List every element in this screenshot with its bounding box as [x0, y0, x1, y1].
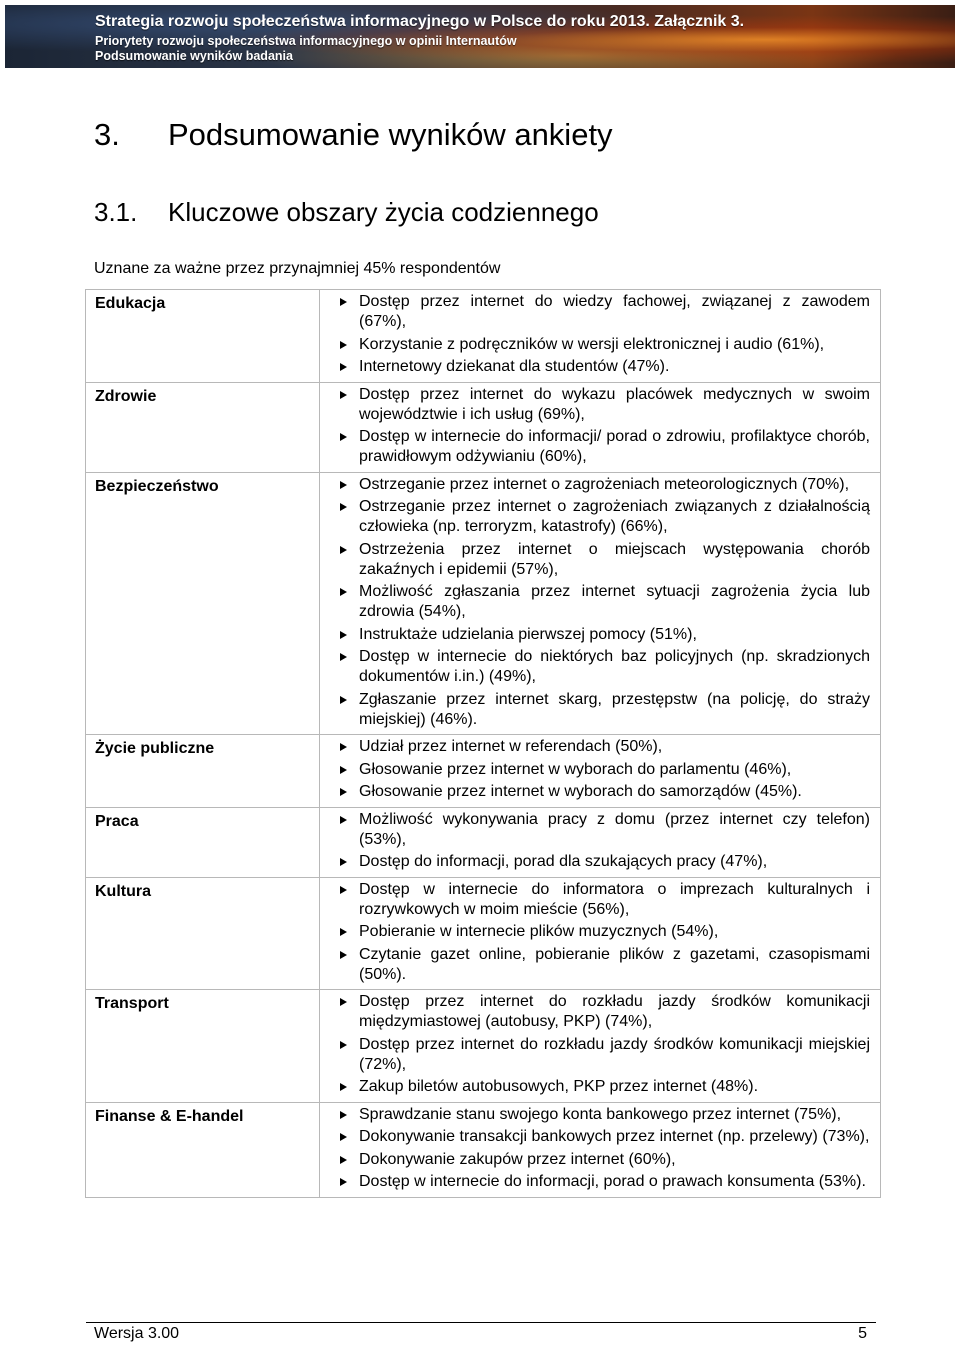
list-item-text: Dostęp przez internet do wiedzy fachowej, związanej z zawodem (67%), [359, 293, 870, 330]
table-row [86, 1102, 881, 1197]
list-item-text: Dostęp do informacji, porad dla szukających pracy (47%), [359, 853, 768, 870]
arrow-bullet-icon [340, 298, 347, 306]
arrow-bullet-icon [340, 588, 347, 596]
header-title: Strategia rozwoju społeczeństwa informacyjnego w Polsce do roku 2013. Załącznik 3. [95, 13, 745, 30]
list-item [334, 475, 870, 495]
list-item-text: Dostęp w internecie do informatora o imprezach kulturalnych i rozrywkowych w moim mieście (56%), [359, 880, 870, 918]
list-item [334, 647, 870, 687]
list-item-text: Pobieranie w internecie plików muzycznych (54%), [359, 923, 719, 940]
category-label: Praca [86, 807, 320, 877]
list-item-text: Korzystanie z podręczników w wersji elektronicznej i audio (61%), [359, 335, 825, 353]
arrow-bullet-icon [340, 928, 347, 936]
section-title: Podsumowanie wyników ankiety [168, 117, 613, 152]
arrow-bullet-icon [340, 1133, 347, 1141]
list-item-text: Sprawdzanie stanu swojego konta bankowego przez internet (75%), [359, 1105, 842, 1123]
list-item-text: Dostęp przez internet do rozkładu jazdy środków komunikacji miejskiej (72%), [359, 1035, 870, 1073]
arrow-bullet-icon [340, 1178, 347, 1186]
arrow-bullet-icon [340, 433, 347, 441]
list-item [334, 385, 870, 425]
list-item-text: Dostęp w internecie do niektórych baz policyjnych (np. skradzionych dokumentów i.in.) (49%), [359, 648, 870, 685]
list-item [334, 737, 870, 757]
arrow-bullet-icon [340, 858, 347, 866]
list-item-text: Dostęp przez internet do rozkładu jazdy środków komunikacji międzymiastowej (autobusy, PKP) (74%), [359, 993, 870, 1030]
list-item [334, 880, 870, 920]
category-items [320, 735, 881, 808]
bullet-list [334, 1105, 870, 1193]
arrow-bullet-icon [340, 481, 347, 489]
bullet-list [334, 737, 870, 802]
category-items [320, 290, 881, 383]
category-items [320, 807, 881, 877]
subsection-title: Kluczowe obszary życia codziennego [168, 197, 599, 227]
arrow-bullet-icon [340, 503, 347, 511]
list-item-text: Czytanie gazet online, pobieranie plików z gazetami, czasopismami (50%). [359, 945, 870, 983]
category-items [320, 990, 881, 1103]
table-row [86, 472, 881, 735]
list-item-text: Zgłaszanie przez internet skarg, przestępstw (na policję, do straży miejskiej) (46%). [359, 690, 870, 728]
list-item-text: Internetowy dziekanat dla studentów (47%). [359, 358, 670, 375]
list-item [334, 782, 870, 802]
header-banner [5, 5, 955, 68]
arrow-bullet-icon [340, 391, 347, 399]
list-item-text: Udział przez internet w referendach (50%), [359, 738, 663, 755]
arrow-bullet-icon [340, 743, 347, 751]
arrow-bullet-icon [340, 341, 347, 349]
list-item [334, 690, 870, 730]
category-items [320, 877, 881, 990]
table-row [86, 990, 881, 1103]
category-items [320, 472, 881, 735]
arrow-bullet-icon [340, 1041, 347, 1049]
arrow-bullet-icon [340, 788, 347, 796]
arrow-bullet-icon [340, 1111, 347, 1119]
list-item-text: Możliwość wykonywania pracy z domu (przez internet czy telefon) (53%), [359, 810, 870, 848]
arrow-bullet-icon [340, 886, 347, 894]
bullet-list [334, 385, 870, 468]
arrow-bullet-icon [340, 696, 347, 704]
bullet-list [334, 880, 870, 985]
list-item [334, 992, 870, 1032]
bullet-list [334, 992, 870, 1097]
list-item [334, 357, 870, 377]
bullet-list [334, 810, 870, 873]
category-label: Edukacja [86, 290, 320, 383]
section-heading [94, 117, 613, 153]
list-item [334, 1150, 870, 1170]
list-item [334, 1035, 870, 1075]
table-row [86, 877, 881, 990]
list-item [334, 1172, 870, 1192]
areas-table [85, 289, 881, 1198]
category-label: Bezpieczeństwo [86, 472, 320, 735]
list-item [334, 852, 870, 872]
footer-version: Wersja 3.00 [94, 1325, 180, 1342]
category-label: Kultura [86, 877, 320, 990]
subsection-number: 3.1. [94, 197, 138, 227]
list-item-text: Dostęp przez internet do wykazu placówek medycznych w swoim województwie i ich usług (69%), [359, 385, 870, 423]
list-item-text: Dokonywanie zakupów przez internet (60%), [359, 1150, 676, 1168]
category-label: Finanse & E-handel [86, 1102, 320, 1197]
table-row [86, 382, 881, 472]
intro-text: Uznane za ważne przez przynajmniej 45% respondentów [94, 260, 501, 277]
category-items [320, 382, 881, 472]
list-item [334, 497, 870, 537]
category-label: Życie publiczne [86, 735, 320, 808]
list-item-text: Zakup biletów autobusowych, PKP przez internet (48%). [359, 1078, 759, 1095]
table-row [86, 807, 881, 877]
list-item-text: Głosowanie przez internet w wyborach do samorządów (45%). [359, 783, 802, 800]
list-item [334, 1127, 870, 1147]
category-items [320, 1102, 881, 1197]
arrow-bullet-icon [340, 1083, 347, 1091]
bullet-list [334, 292, 870, 377]
list-item [334, 922, 870, 942]
category-label: Zdrowie [86, 382, 320, 472]
header-subtitle: Priorytety rozwoju społeczeństwa informacyjnego w opinii Internautów [95, 34, 517, 48]
arrow-bullet-icon [340, 766, 347, 774]
list-item-text: Ostrzeżenia przez internet o miejscach występowania chorób zakaźnych i epidemii (57%), [359, 540, 870, 578]
arrow-bullet-icon [340, 631, 347, 639]
list-item-text: Możliwość zgłaszania przez internet sytuacji zagrożenia życia lub zdrowia (54%), [359, 583, 870, 620]
page-number: 5 [858, 1325, 867, 1342]
arrow-bullet-icon [340, 816, 347, 824]
list-item-text: Dostęp w internecie do informacji, porad o prawach konsumenta (53%). [359, 1173, 866, 1190]
list-item-text: Dostęp w internecie do informacji/ porad o zdrowiu, profilaktyce chorób, prawidłowym odżywianiu (60%), [359, 428, 870, 465]
list-item-text: Ostrzeganie przez internet o zagrożeniach meteorologicznych (70%), [359, 475, 850, 493]
footer-divider [86, 1322, 876, 1323]
list-item [334, 625, 870, 645]
list-item [334, 760, 870, 780]
list-item-text: Dokonywanie transakcji bankowych przez internet (np. przelewy) (73%), [359, 1128, 870, 1145]
section-number: 3. [94, 117, 120, 152]
arrow-bullet-icon [340, 1156, 347, 1164]
list-item-text: Ostrzeganie przez internet o zagrożeniach związanych z działalnością człowieka (np. terroryzm, katastrofy) (66%), [359, 498, 870, 535]
list-item [334, 540, 870, 580]
arrow-bullet-icon [340, 951, 347, 959]
category-label: Transport [86, 990, 320, 1103]
arrow-bullet-icon [340, 546, 347, 554]
list-item [334, 335, 870, 355]
header-section: Podsumowanie wyników badania [95, 49, 293, 63]
list-item [334, 945, 870, 985]
table-row [86, 735, 881, 808]
list-item [334, 1077, 870, 1097]
table-row [86, 290, 881, 383]
list-item [334, 582, 870, 622]
subsection-heading [94, 197, 599, 228]
list-item [334, 1105, 870, 1125]
list-item-text: Instruktaże udzielania pierwszej pomocy (51%), [359, 625, 697, 643]
list-item [334, 427, 870, 467]
bullet-list [334, 475, 870, 730]
list-item [334, 292, 870, 332]
arrow-bullet-icon [340, 998, 347, 1006]
arrow-bullet-icon [340, 363, 347, 371]
list-item-text: Głosowanie przez internet w wyborach do parlamentu (46%), [359, 760, 792, 778]
list-item [334, 810, 870, 850]
arrow-bullet-icon [340, 653, 347, 661]
